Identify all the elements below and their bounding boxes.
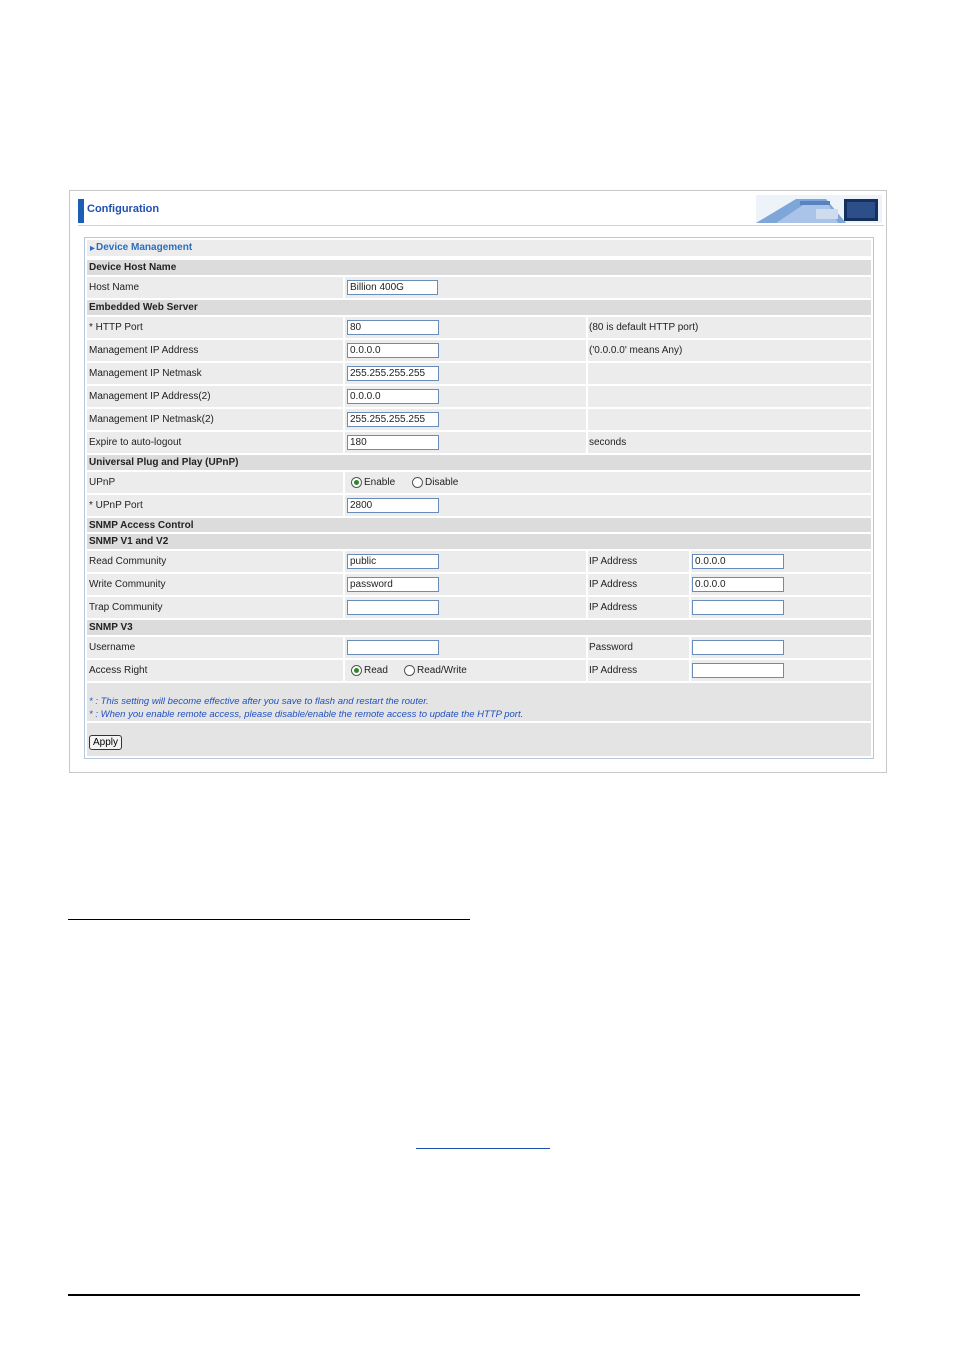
expire-label: Expire to auto-logout: [89, 437, 182, 448]
access-right-label: Access Right: [89, 665, 148, 676]
username-input[interactable]: [347, 640, 439, 655]
section-snmp-v1-v2: [87, 534, 871, 549]
header-title: Configuration: [87, 203, 160, 215]
upnp-enable-label: Enable: [364, 477, 396, 488]
section-label: SNMP V3: [89, 622, 133, 633]
password-label: Password: [589, 642, 633, 653]
read-community-row: [87, 551, 871, 572]
note-line-1: * : This setting will become effective after you save to flash and restart the router.: [89, 696, 429, 707]
access-right-row: [87, 660, 871, 681]
heading-underline: [68, 919, 470, 920]
configuration-frame: [69, 190, 887, 773]
host-name-label: Host Name: [89, 282, 140, 293]
access-readwrite-radio[interactable]: [404, 665, 415, 676]
section-label: SNMP Access Control: [89, 520, 194, 531]
trap-community-input[interactable]: [347, 600, 439, 615]
panel-title: Device Management: [96, 242, 193, 253]
http-port-note: (80 is default HTTP port): [589, 322, 699, 333]
mgmt-mask-input[interactable]: [347, 366, 439, 381]
apply-button[interactable]: Apply: [89, 735, 122, 750]
write-ip-label: IP Address: [589, 579, 638, 590]
upnp-row: [87, 472, 871, 493]
read-community-input[interactable]: [347, 554, 439, 569]
mgmt-ip-label: Management IP Address: [89, 345, 199, 356]
access-readwrite-label: Read/Write: [417, 665, 467, 676]
link-underline[interactable]: [416, 1148, 550, 1149]
read-ip-input[interactable]: [692, 554, 784, 569]
host-name-row: [87, 277, 871, 298]
section-snmp-v3: [87, 620, 871, 635]
http-port-input[interactable]: [347, 320, 439, 335]
mgmt-ip-note: ('0.0.0.0' means Any): [589, 345, 683, 356]
mgmt-ip2-row: [87, 386, 871, 407]
section-snmp-access-control: [87, 518, 871, 532]
access-read-radio[interactable]: [351, 665, 362, 676]
panel-title-row: [87, 240, 871, 256]
read-community-label: Read Community: [89, 556, 167, 567]
header-banner-image: [756, 195, 882, 223]
apply-row: [87, 723, 871, 756]
upnp-port-row: [87, 495, 871, 516]
mgmt-ip-input[interactable]: [347, 343, 439, 358]
username-row: [87, 637, 871, 658]
mgmt-mask2-row: [87, 409, 871, 430]
mgmt-mask-row: [87, 363, 871, 384]
section-embedded-web-server: [87, 300, 871, 315]
mgmt-mask2-input[interactable]: [347, 412, 439, 427]
upnp-disable-radio[interactable]: [412, 477, 423, 488]
section-label: Embedded Web Server: [89, 302, 198, 313]
section-label: SNMP V1 and V2: [89, 536, 169, 547]
triangle-right-icon: ▸: [90, 243, 96, 254]
mgmt-ip-row: [87, 340, 871, 361]
http-port-row: [87, 317, 871, 338]
section-upnp: [87, 455, 871, 470]
notes-block: [87, 683, 871, 721]
write-ip-input[interactable]: [692, 577, 784, 592]
upnp-port-input[interactable]: [347, 498, 439, 513]
section-label: Universal Plug and Play (UPnP): [89, 457, 239, 468]
device-management-panel: [84, 237, 874, 759]
expire-row: [87, 432, 871, 453]
footer-rule: [68, 1294, 860, 1296]
mgmt-mask2-label: Management IP Netmask(2): [89, 414, 214, 425]
header-accent-bar: [78, 199, 84, 223]
write-community-input[interactable]: [347, 577, 439, 592]
read-ip-label: IP Address: [589, 556, 638, 567]
access-ip-label: IP Address: [589, 665, 638, 676]
trap-ip-label: IP Address: [589, 602, 638, 613]
mgmt-mask-label: Management IP Netmask: [89, 368, 202, 379]
section-device-host-name: [87, 260, 871, 275]
username-label: Username: [89, 642, 136, 653]
section-label: Device Host Name: [89, 262, 177, 273]
trap-community-row: [87, 597, 871, 618]
access-ip-input[interactable]: [692, 663, 784, 678]
mgmt-ip2-label: Management IP Address(2): [89, 391, 211, 402]
mgmt-ip2-input[interactable]: [347, 389, 439, 404]
access-read-label: Read: [364, 665, 388, 676]
note-line-2: * : When you enable remote access, please disable/enable the remote access to update the HTTP port.: [89, 709, 524, 720]
http-port-label: * HTTP Port: [89, 322, 143, 333]
expire-input[interactable]: [347, 435, 439, 450]
write-community-row: [87, 574, 871, 595]
upnp-port-label: * UPnP Port: [89, 500, 143, 511]
trap-ip-input[interactable]: [692, 600, 784, 615]
host-name-input[interactable]: [347, 280, 438, 295]
upnp-label: UPnP: [89, 477, 116, 488]
trap-community-label: Trap Community: [89, 602, 163, 613]
upnp-enable-radio[interactable]: [351, 477, 362, 488]
expire-unit: seconds: [589, 437, 627, 448]
write-community-label: Write Community: [89, 579, 166, 590]
upnp-disable-label: Disable: [425, 477, 459, 488]
config-header: [70, 191, 886, 227]
password-input[interactable]: [692, 640, 784, 655]
header-divider: [78, 225, 884, 226]
